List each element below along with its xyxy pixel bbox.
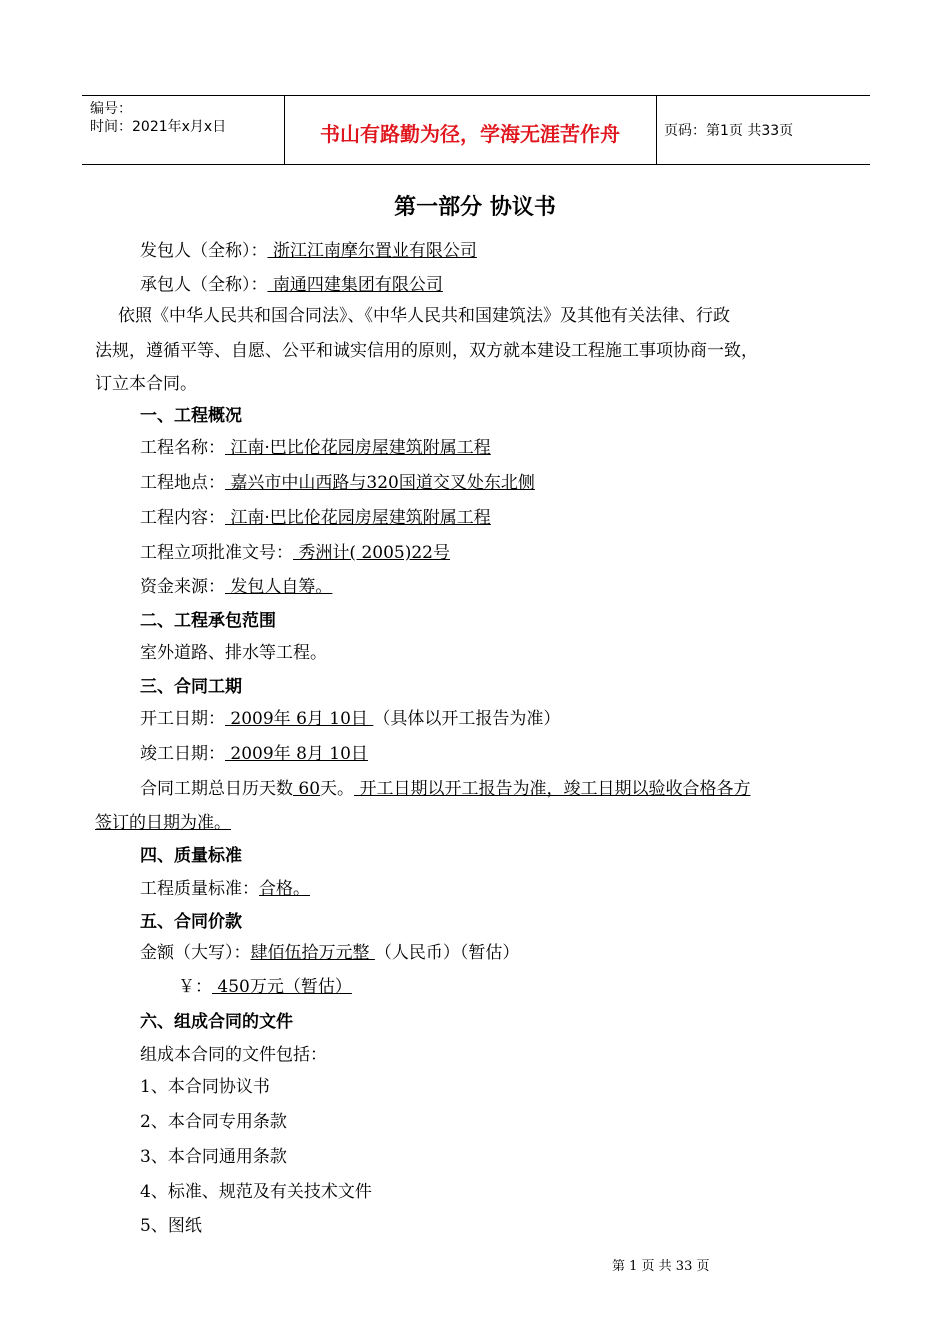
time-label: 时间：2021年x月x日	[90, 119, 227, 135]
section-heading-5: 五、合同价款	[140, 912, 242, 932]
start-date-value: 2009年 6月 10日	[225, 709, 374, 729]
list-item: 3、本合同通用条款	[140, 1147, 287, 1167]
code-label: 编号：	[90, 101, 132, 117]
project-content-label: 工程内容：	[140, 508, 225, 528]
end-date-value: 2009年 8月 10日	[225, 744, 368, 764]
page-info: 页码：第1页 共33页	[664, 123, 794, 139]
employer-label: 发包人（全称）：	[140, 241, 268, 261]
employer-line	[140, 236, 477, 261]
list-item: 1、本合同协议书	[140, 1077, 270, 1097]
quality-label: 工程质量标准：	[140, 879, 259, 899]
list-item: 4、标准、规范及有关技术文件	[140, 1182, 372, 1202]
amount-note: （人民币）（暂估）	[374, 943, 520, 963]
project-name-label: 工程名称：	[140, 438, 225, 458]
amount-value: 肆佰伍拾万元整	[250, 943, 375, 963]
duration-note: 开工日期以开工报告为准，竣工日期以验收合格各方	[354, 779, 751, 799]
quality-line	[140, 874, 310, 899]
project-location-label: 工程地点：	[140, 473, 225, 493]
approval-line	[140, 538, 450, 563]
intro-line-3: 订立本合同。	[95, 374, 197, 394]
section-heading-1: 一、工程概况	[140, 406, 242, 426]
documents-intro: 组成本合同的文件包括：	[140, 1045, 327, 1065]
approval-label: 工程立项批准文号：	[140, 543, 293, 563]
yen-value: 450万元（暂估）	[212, 977, 352, 997]
employer-value: 浙江江南摩尔置业有限公司	[267, 241, 477, 261]
duration-value: 60	[293, 779, 321, 799]
header-table	[82, 95, 870, 165]
intro-line-2: 法规，遵循平等、自愿、公平和诚实信用的原则，双方就本建设工程施工事项协商一致，	[95, 341, 758, 361]
quality-value: 合格。	[259, 879, 310, 899]
section-heading-6: 六、组成合同的文件	[140, 1012, 293, 1032]
funding-line	[140, 572, 332, 597]
yen-line	[178, 972, 352, 997]
duration-note-2-line	[95, 808, 231, 833]
start-date-label: 开工日期：	[140, 709, 225, 729]
project-content-line	[140, 503, 491, 528]
duration-note-2: 签订的日期为准。	[95, 813, 231, 833]
scope-text: 室外道路、排水等工程。	[140, 643, 327, 663]
project-content-value: 江南·巴比伦花园房屋建筑附属工程	[225, 508, 491, 528]
end-date-line	[140, 739, 368, 764]
yen-label: ￥：	[178, 977, 212, 997]
project-location-line	[140, 468, 535, 493]
list-item: 2、本合同专用条款	[140, 1112, 287, 1132]
section-heading-2: 二、工程承包范围	[140, 611, 276, 631]
list-item: 5、图纸	[140, 1216, 202, 1236]
page-title: 第一部分 协议书	[394, 195, 556, 220]
duration-unit: 天。	[320, 779, 355, 799]
start-date-note: （具体以开工报告为准）	[373, 709, 561, 729]
amount-label: 金额（大写）：	[140, 943, 251, 963]
intro-line-1: 依照《中华人民共和国合同法》、《中华人民共和国建筑法》及其他有关法律、行政	[118, 306, 730, 326]
project-name-line	[140, 433, 491, 458]
section-heading-3: 三、合同工期	[140, 677, 242, 697]
funding-label: 资金来源：	[140, 577, 225, 597]
duration-prefix: 合同工期总日历天数	[140, 779, 293, 799]
project-location-value: 嘉兴市中山西路与320国道交叉处东北侧	[225, 473, 535, 493]
motto: 书山有路勤为径，学海无涯苦作舟	[320, 122, 620, 146]
contractor-value: 南通四建集团有限公司	[267, 275, 443, 295]
page-footer: 第 1 页 共 33 页	[612, 1259, 710, 1274]
contractor-line	[140, 270, 443, 295]
approval-value: 秀洲计( 2005)22号	[293, 543, 450, 563]
funding-value: 发包人自筹。	[225, 577, 333, 597]
end-date-label: 竣工日期：	[140, 744, 225, 764]
header-left-cell	[90, 100, 226, 136]
header-divider	[656, 96, 657, 164]
project-name-value: 江南·巴比伦花园房屋建筑附属工程	[225, 438, 491, 458]
contractor-label: 承包人（全称）：	[140, 275, 268, 295]
duration-line	[140, 774, 750, 799]
start-date-line	[140, 704, 560, 729]
section-heading-4: 四、质量标准	[140, 846, 242, 866]
amount-line	[140, 938, 519, 963]
